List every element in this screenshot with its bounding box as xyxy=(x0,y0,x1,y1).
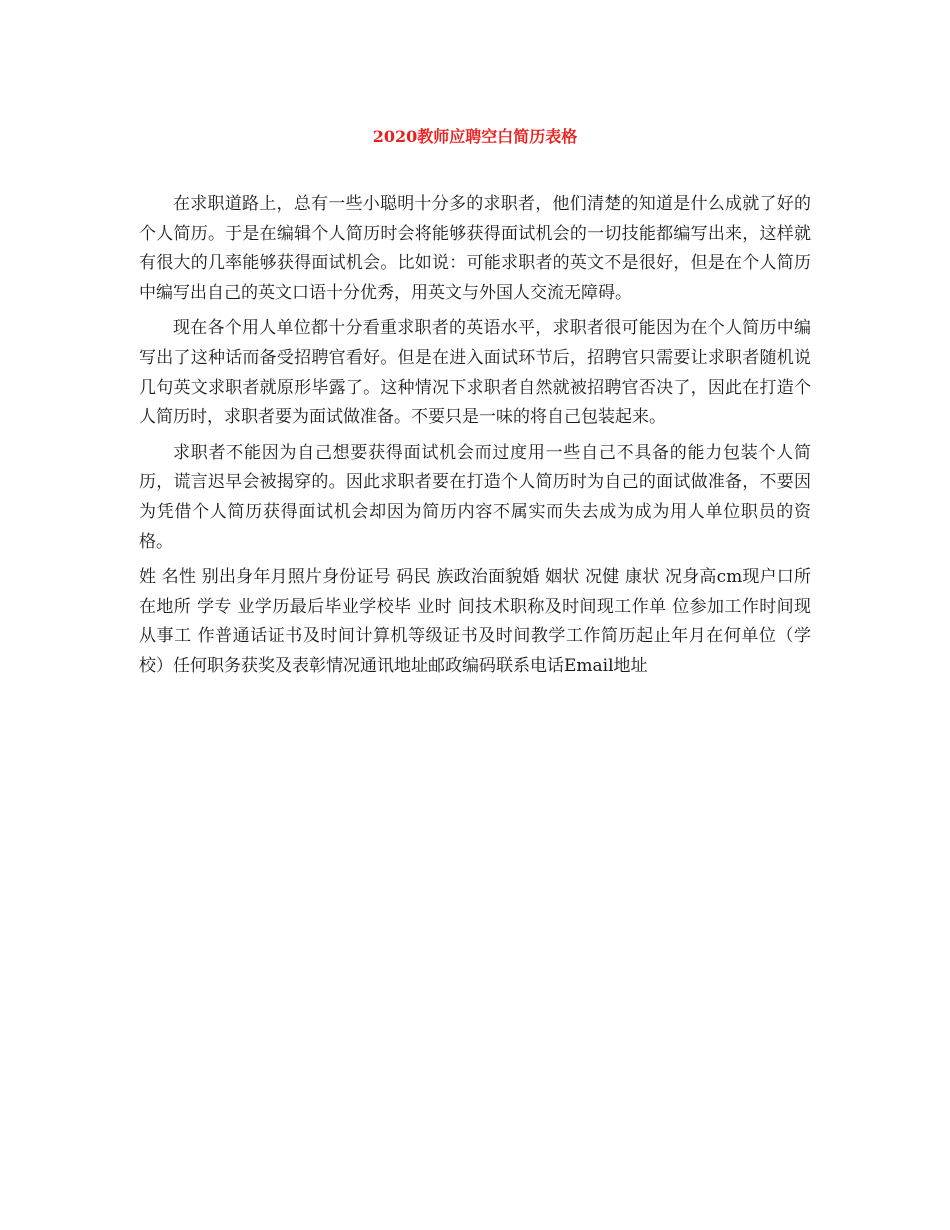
paragraph-3: 求职者不能因为自己想要获得面试机会而过度用一些自己不具备的能力包装个人简历，谎言迟早会被揭穿的。因此求职者要在打造个人简历时为自己的面试做准备，不要因为凭借个人简历获得面试机会却因为简历内容不属实而失去成为成为用人单位职员的资格。 xyxy=(139,442,811,552)
document-title: 2020教师应聘空白简历表格 xyxy=(372,127,578,146)
paragraph-1: 在求职道路上，总有一些小聪明十分多的求职者，他们清楚的知道是什么成就了好的个人简历。于是在编辑个人简历时会将能够获得面试机会的一切技能都编写出来，这样就有很大的几率能够获得面试机会。比如说：可能求职者的英文不是很好，但是在个人简历中编写出自己的英文口语十分优秀，用英文与外国人交流无障碍。 xyxy=(139,194,811,303)
form-fields-text: 姓 名性 别出身年月照片身份证号 码民 族政治面貌婚 姻状 况健 康状 况身高cm现户口所在地所 学专 业学历最后毕业学校毕 业时 间技术职称及时间现工作单 位参加工作时间现从事工 作普通话证书及时间计算机等级证书及时间教学工作简历起止年月在何单位（学校）任何职务获奖及表彰情况通讯地址邮政编码联系电话Email地址 xyxy=(139,567,811,676)
paragraph-2: 现在各个用人单位都十分看重求职者的英语水平，求职者很可能因为在个人简历中编写出了这种话而备受招聘官看好。但是在进入面试环节后，招聘官只需要让求职者随机说几句英文求职者就原形毕露了。这种情况下求职者自然就被招聘官否决了，因此在打造个人简历时，求职者要为面试做准备。不要只是一味的将自己包装起来。 xyxy=(139,318,811,428)
document-body xyxy=(139,190,811,682)
